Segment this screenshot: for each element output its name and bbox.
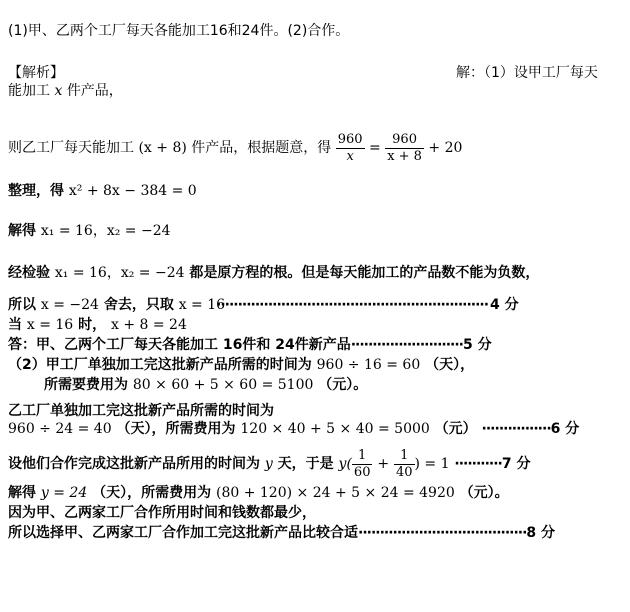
equation-line (8, 128, 462, 168)
fraction-1-60 (352, 448, 373, 481)
frac-den: 60 (353, 464, 371, 480)
so-b: 舍去，只取 (103, 297, 174, 313)
so-score: 4 分 (490, 297, 519, 313)
so-eq2: x = 16 (178, 297, 226, 313)
line3-b: 件产品，根据题意，得 (191, 140, 332, 156)
fraction-960-x8 (385, 132, 424, 165)
line3-a: 则乙工厂每天能加工 (8, 140, 134, 156)
cost1-eq: 80 × 60 + 5 × 60 = 5100 (132, 377, 314, 393)
so-eq1: x = −24 (40, 297, 99, 313)
p2-a: （2）甲工厂单独加工完这批新产品所需的时间为 (8, 357, 312, 373)
when-b: 时， (78, 317, 107, 333)
coop-score: 7 分 (501, 456, 531, 472)
so-line (8, 296, 225, 314)
leader-dots: ·························· (350, 337, 463, 353)
cost1-a: 所需要费用为 (44, 377, 128, 393)
so-a: 所以 (8, 297, 36, 313)
conclude-text: 所以选择甲、乙两家工厂合作加工完这批新产品比较合适 (8, 525, 358, 541)
solution-line (8, 484, 509, 502)
frac-den: x (346, 148, 354, 164)
organize-line (8, 182, 197, 200)
var-x: x (54, 83, 63, 99)
when-eq2: x + 8 = 24 (110, 317, 187, 333)
frac-den: 40 (395, 464, 413, 480)
answer-1-line (8, 336, 492, 354)
coop-a: 设他们合作完成这批新产品所用的时间为 (8, 456, 260, 472)
organize-eq: x² + 8x − 384 = 0 (68, 183, 197, 199)
when-line (8, 316, 187, 334)
solve-label: 解得 (8, 223, 36, 239)
fraction-960-x (336, 132, 365, 165)
sol-eq: y = 24 (40, 485, 88, 501)
coop-y: y( (338, 456, 352, 472)
yi-b: （天），所需费用为 (116, 421, 236, 437)
yi-line: 乙工厂单独加工完这批新产品所需的时间为 (8, 403, 274, 419)
frac-num: 960 (337, 131, 363, 147)
check-label: 经检验 (8, 265, 50, 281)
analysis-heading: 【解析】 (8, 65, 64, 81)
cost1-b: （元）。 (318, 377, 368, 393)
leader-dots: ······························································· (216, 297, 489, 313)
setup-continuation (8, 82, 123, 100)
coop-var: y (264, 456, 273, 472)
when-a: 当 (8, 317, 22, 333)
fraction-1-40 (394, 448, 415, 481)
when-eq1: x = 16 (26, 317, 74, 333)
coop-line (8, 446, 531, 482)
line3-expr: (x + 8) (138, 140, 187, 156)
yi-cost: 120 × 40 + 5 × 40 = 5000 (240, 421, 430, 437)
coop-b: 天，于是 (277, 456, 334, 472)
leader-dots: ······································· (358, 525, 527, 541)
plus: + (377, 456, 390, 472)
solve-eq: x₁ = 16，x₂ = −24 (40, 223, 171, 239)
eq-tail: + 20 (428, 140, 463, 156)
p2-eq: 960 ÷ 16 = 60 (316, 357, 421, 373)
conclude-score: 8 分 (526, 525, 556, 541)
part2-line (8, 356, 474, 374)
setup-cont-b: 件产品， (66, 83, 123, 99)
organize-label: 整理，得 (8, 183, 64, 199)
frac-num: 1 (394, 448, 415, 465)
because-line: 因为甲、乙两家工厂合作所用时间和钱数都最少， (8, 505, 316, 521)
equals: = (369, 140, 381, 156)
setup-cont-a: 能加工 (8, 83, 50, 99)
check-tail: 都是原方程的根。但是每天能加工的产品数不能为负数， (189, 265, 540, 281)
coop-end: ) = 1 (414, 456, 450, 472)
yi-c: （元） (434, 421, 477, 437)
check-eq: x₁ = 16，x₂ = −24 (54, 265, 185, 281)
sol-c: （元）。 (459, 485, 509, 501)
frac-den: x + 8 (387, 148, 422, 164)
leader-dots: ················ (481, 421, 551, 437)
ans1-text: 答：甲、乙两个工厂每天各能加工 16件和 24件新产品 (8, 337, 351, 353)
setup-right: 解：（1）设甲工厂每天 (456, 65, 598, 81)
yi-cost-line (8, 420, 579, 438)
frac-num: 960 (385, 132, 424, 149)
so-dots (216, 296, 488, 314)
ans1-score: 5 分 (463, 337, 492, 353)
frac-num: 1 (352, 448, 373, 465)
conclude-line (8, 524, 555, 542)
check-line (8, 264, 539, 282)
leader-dots: ··········· (454, 456, 502, 472)
cost1-line (44, 376, 367, 394)
sol-b: （天），所需费用为 (92, 485, 212, 501)
sol-cost: (80 + 120) × 24 + 5 × 24 = 4920 (215, 485, 455, 501)
answer-line: (1)甲、乙两个工厂每天各能加工16和24件。(2)合作。 (8, 23, 350, 39)
yi-score: 6 分 (550, 421, 580, 437)
solve-line (8, 222, 171, 240)
sol-label: 解得 (8, 485, 36, 501)
yi-eq: 960 ÷ 24 = 40 (8, 421, 112, 437)
p2-b: （天）， (425, 357, 475, 373)
